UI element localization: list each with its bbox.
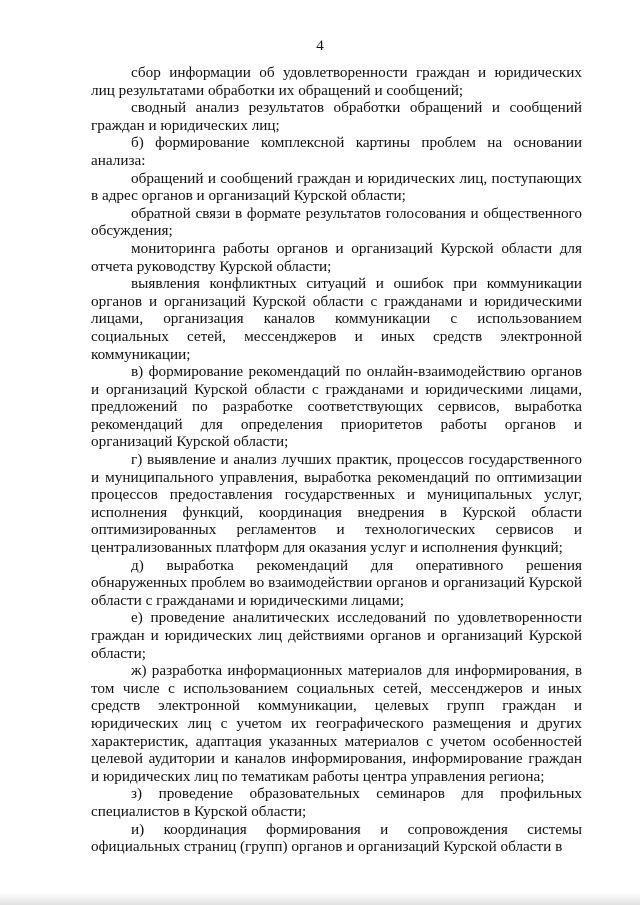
paragraph-info-collection: сбор информации об удовлетворенности граждан и юридических лиц результатами обработки их обращений и сообщений; — [91, 64, 582, 99]
paragraph-item-v: в) формирование рекомендаций по онлайн-взаимодействию органов и организаций Курской области с гражданами и юридическими лицами, предложений по разработке соответствующих сервисов, выработка рекомендаций для определения приоритетов работы органов и организаций Курской области; — [91, 363, 582, 451]
paragraph-conflicts: выявления конфликтных ситуаций и ошибок при коммуникации органов и организаций Курской области с гражданами и юридическими лицами, организация каналов коммуникации с использованием социальных сетей, мессенджеров и иных средств электронной коммуникации; — [91, 275, 582, 363]
paragraph-item-zh: ж) разработка информационных материалов для информирования, в том числе с использованием социальных сетей, мессенджеров и иных средств электронной коммуникации, целевых групп граждан и юридических лиц с учетом их географического размещения и других характеристик, адаптация указанных материалов с учетом особенностей целевой аудитории и каналов информирования, информирование граждан и юридических лиц по тематикам работы центра управления региона; — [91, 662, 582, 785]
document-body — [91, 64, 582, 856]
paragraph-summary-analysis: сводный анализ результатов обработки обращений и сообщений граждан и юридических лиц; — [91, 99, 582, 134]
paragraph-item-b: б) формирование комплексной картины проблем на основании анализа: — [91, 134, 582, 169]
paragraph-monitoring: мониторинга работы органов и организаций Курской области для отчета руководству Курской области; — [91, 239, 582, 275]
paragraph-item-g: г) выявление и анализ лучших практик, процессов государственного и муниципального управления, выработка рекомендаций по оптимизации процессов предоставления государственных и муниципальных услуг, исполнения функций, координация внедрения в Курской области оптимизированных регламентов и технологических сервисов и централизованных платформ для оказания услуг и исполнения функций; — [91, 451, 582, 557]
paragraph-feedback: обратной связи в формате результатов голосования и общественного обсуждения; — [91, 204, 582, 240]
paragraph-item-i: и) координация формирования и сопровождения системы официальных страниц (групп) органов и организаций Курской области в — [91, 820, 582, 856]
page-number: 4 — [316, 38, 324, 54]
paragraph-item-e: е) проведение аналитических исследований по удовлетворенности граждан и юридических лиц действиями органов и организаций Курской области; — [91, 609, 582, 662]
paragraph-item-z: з) проведение образовательных семинаров для профильных специалистов в Курской области; — [91, 785, 582, 820]
paragraph-appeals: обращений и сообщений граждан и юридических лиц, поступающих в адрес органов и организаций Курской области; — [91, 169, 582, 205]
paragraph-item-d: д) выработка рекомендаций для оперативного решения обнаруженных проблем во взаимодействии органов и организаций Курской области с гражданами и юридическими лицами; — [91, 556, 582, 609]
scan-edge-shadow — [0, 893, 640, 905]
